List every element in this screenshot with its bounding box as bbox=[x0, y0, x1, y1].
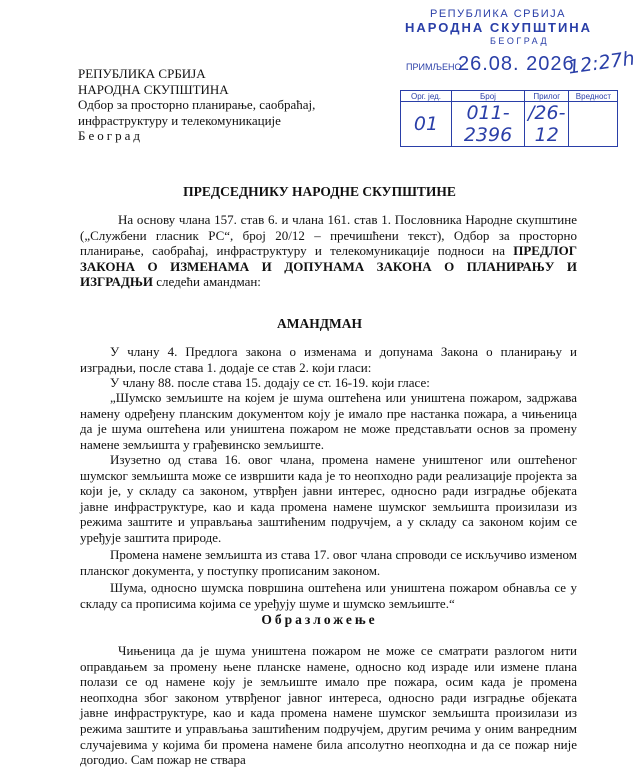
intro-text-after: следећи амандман: bbox=[153, 274, 261, 290]
stamp-registry-table bbox=[400, 90, 618, 147]
sender-block bbox=[78, 66, 315, 144]
explanation-paragraph-1: Чињеница да је шума уништена пожаром не може се сматрати разлогом нити оправдањем за промену њене планске намене, односно код израде или измене плана полази се од намене коју је земљиште имало пре пожара, осим када је промена неопходна због законом утврђеног јавног интереса, односно ради изградње објеката јавне инфраструктуре, као и када промена намене шумског земљишта произилази из режима заштите и управљања заштићеним подручјем, другим речима у оним ванредним случајевима у којима би промена намене била апсолутно неопходна и да се пожар није догодио. Сам пожар не ствара bbox=[80, 643, 577, 768]
amendment-heading: АМАНДМАН bbox=[276, 316, 363, 331]
stamp-value-number: 011-2396 bbox=[452, 102, 525, 147]
stamp-header-org: Орг. јед. bbox=[401, 91, 452, 102]
stamp-assembly: НАРОДНА СКУПШТИНА bbox=[405, 20, 593, 35]
intro-law-title: ПРЕДЛОГ ЗАКОНА О ИЗМЕНАМА И ДОПУНАМА ЗАКОНА О ПЛАНИРАЊУ И ИЗГРАДЊИ bbox=[80, 243, 577, 290]
amendment-paragraph-2: У члану 88. после става 15. додају се ст. 16-19. који гласе: bbox=[110, 375, 430, 390]
amendment-paragraph-6: Шума, односно шумска површина оштећена или уништена пожаром обнавља се у складу са прописима којима се уређују шуме и шумско земљиште.“ bbox=[80, 580, 577, 611]
stamp-header-number: Број bbox=[452, 91, 525, 102]
stamp-received-label: ПРИМЉЕНО: bbox=[406, 62, 464, 72]
stamp-republic: РЕПУБЛИКА СРБИЈА bbox=[430, 8, 566, 20]
sender-republic: РЕПУБЛИКА СРБИЈА bbox=[78, 66, 206, 81]
amendment-paragraph-1: У члану 4. Предлога закона о изменама и допунама Закона о планирању и изградњи, после става 1. додаје се став 2. који гласи: bbox=[80, 344, 577, 375]
sender-committee-cont: инфраструктуру и телекомуникације bbox=[78, 112, 281, 128]
stamp-received-date: 26.08. 2026 bbox=[458, 53, 575, 75]
sender-assembly: НАРОДНА СКУПШТИНА bbox=[78, 81, 229, 97]
intro-text-before: На основу члана 157. став 6. и члана 161. став 1. Пословника Народне скупштине („Службени гласник РС“, број 20/12 – пречишћени текст), Одбор за просторно планирање, саобраћај, инфраструктуру и телекомуникације подноси на bbox=[80, 212, 577, 259]
stamp-received-time: 12:27h bbox=[566, 47, 637, 79]
amendment-paragraph-4: Изузетно од става 16. овог члана, промена намене уништеног или оштећеног шумског земљишта може се извршити када је то неопходно ради реализације пројекта за који је, у складу са законом, утврђен јавни интерес, односно ради изградње објеката јавне инфраструктуре, као и када промена намене шумског земљишта произилази из режима заштите и управљања заштићеним подручјем, а у складу са законом којим се уређује заштита природе. bbox=[80, 452, 577, 545]
stamp-value-org: 01 bbox=[401, 102, 452, 147]
sender-committee: Одбор за просторно планирање, саобраћај, bbox=[78, 97, 316, 112]
amendment-paragraph-5: Промена намене земљишта из става 17. овог члана спроводи се искључиво изменом планског документа, у поступку прописаним законом. bbox=[80, 547, 577, 578]
stamp-value-value bbox=[569, 102, 618, 147]
stamp-city: БЕОГРАД bbox=[490, 36, 550, 46]
stamp-header-attachment: Прилог bbox=[525, 91, 569, 102]
amendment-paragraph-3: „Шумско земљиште на којем је шума оштећена или уништена пожаром, задржава намену одређену планским документом коју је имало пре настанка пожара, а чињеница да је шума оштећена или уништена пожаром не може представљати основ за промену намене земљишта у грађевинско земљиште. bbox=[80, 390, 577, 452]
addressee-heading: ПРЕДСЕДНИКУ НАРОДНЕ СКУПШТИНЕ bbox=[183, 184, 456, 199]
sender-city: Београд bbox=[78, 128, 143, 143]
intro-paragraph bbox=[80, 212, 577, 290]
stamp-header-value: Вредност bbox=[569, 91, 618, 102]
stamp-value-attachment: /26-12 bbox=[525, 102, 569, 147]
explanation-heading: Образложење bbox=[261, 612, 378, 627]
